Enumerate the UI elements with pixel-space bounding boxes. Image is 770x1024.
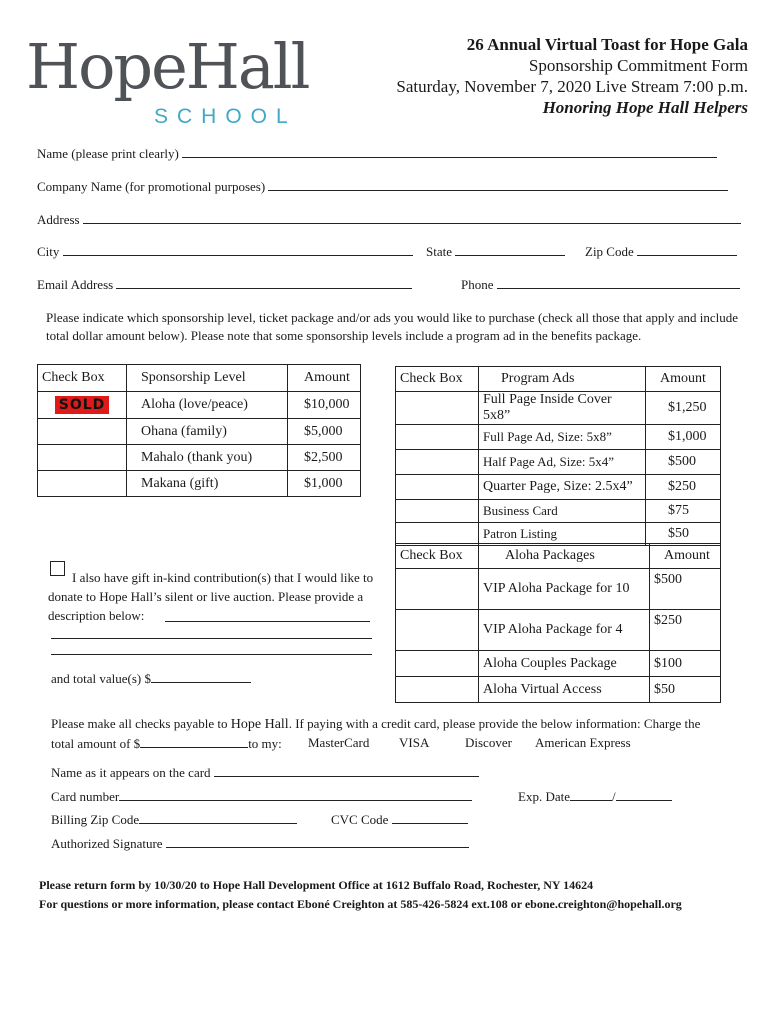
header-aloha-packages: Aloha Packages xyxy=(479,544,650,569)
exp-month-line[interactable] xyxy=(570,788,612,801)
check-cell[interactable] xyxy=(396,677,479,703)
check-cell[interactable] xyxy=(396,610,479,651)
amount-cell: $100 xyxy=(650,651,721,677)
name-label: Name (please print clearly) xyxy=(37,146,179,161)
amount-cell: $500 xyxy=(650,569,721,610)
check-cell[interactable] xyxy=(396,500,479,523)
header-amount: Amount xyxy=(646,367,721,392)
table-row xyxy=(38,392,361,419)
table-row xyxy=(396,651,721,677)
inkind-value-field[interactable] xyxy=(51,670,251,687)
event-date: Saturday, November 7, 2020 Live Stream 7:00 p.m. xyxy=(396,77,748,96)
event-title: 26 Annual Virtual Toast for Hope Gala xyxy=(466,35,748,54)
item-cell: VIP Aloha Package for 4 xyxy=(479,610,650,651)
inkind-text: I also have gift in-kind contribution(s) that I would like to donate to Hope Hall’s silent or live auction. Please provide a description below: xyxy=(48,570,374,623)
amount-cell: $250 xyxy=(646,475,721,500)
item-cell: Aloha Couples Package xyxy=(479,651,650,677)
amount-cell: $5,000 xyxy=(288,419,361,445)
total-line[interactable] xyxy=(140,735,248,748)
phone-field[interactable] xyxy=(461,276,740,293)
address-label: Address xyxy=(37,212,80,227)
card-visa[interactable]: VISA xyxy=(399,735,430,750)
city-line[interactable] xyxy=(63,243,413,256)
inkind-description-line-3[interactable] xyxy=(51,654,372,655)
level-cell: Ohana (family) xyxy=(127,419,288,445)
city-field[interactable] xyxy=(37,243,413,260)
amount-cell: $1,000 xyxy=(646,425,721,450)
signature-field[interactable] xyxy=(51,835,469,852)
check-cell[interactable] xyxy=(396,392,479,425)
cvc-line[interactable] xyxy=(392,811,468,824)
header-amount: Amount xyxy=(650,544,721,569)
billing-zip-label: Billing Zip Code xyxy=(51,812,140,827)
sponsorship-header-row xyxy=(38,365,361,392)
table-row xyxy=(38,471,361,497)
signature-label: Authorized Signature xyxy=(51,836,163,851)
name-field[interactable] xyxy=(37,145,717,162)
cvc-label: CVC Code xyxy=(331,812,389,827)
amount-cell: $10,000 xyxy=(288,392,361,419)
level-cell: Aloha (love/peace) xyxy=(127,392,288,419)
item-cell: Full Page Inside Cover 5x8” xyxy=(479,392,646,425)
amount-cell: $500 xyxy=(646,450,721,475)
item-cell: Half Page Ad, Size: 5x4” xyxy=(479,450,646,475)
table-row xyxy=(396,500,721,523)
header-program-ads: Program Ads xyxy=(479,367,646,392)
email-line[interactable] xyxy=(116,276,412,289)
city-label: City xyxy=(37,244,60,259)
check-cell[interactable] xyxy=(396,569,479,610)
amount-cell: $1,000 xyxy=(288,471,361,497)
item-cell: Aloha Virtual Access xyxy=(479,677,650,703)
form-title: Sponsorship Commitment Form xyxy=(528,56,748,75)
inkind-value-label: and total value(s) $ xyxy=(51,671,151,686)
amount-cell: $50 xyxy=(650,677,721,703)
table-row xyxy=(396,569,721,610)
email-label: Email Address xyxy=(37,277,114,292)
card-discover[interactable]: Discover xyxy=(465,735,512,750)
check-cell xyxy=(38,392,127,419)
check-cell[interactable] xyxy=(396,651,479,677)
amount-cell: $250 xyxy=(650,610,721,651)
table-row xyxy=(396,610,721,651)
name-on-card-field[interactable] xyxy=(51,764,479,781)
table-row xyxy=(396,425,721,450)
name-line[interactable] xyxy=(182,145,717,158)
phone-label: Phone xyxy=(461,277,494,292)
inkind-description-line-2[interactable] xyxy=(51,638,372,639)
logo-subtext: SCHOOL xyxy=(154,105,297,128)
company-label: Company Name (for promotional purposes) xyxy=(37,179,266,194)
item-cell: Quarter Page, Size: 2.5x4” xyxy=(479,475,646,500)
inkind-description-line-1[interactable] xyxy=(165,621,370,622)
check-cell[interactable] xyxy=(396,450,479,475)
logo-text: HopeHall xyxy=(26,30,309,103)
program-ads-table xyxy=(395,366,721,546)
item-cell: Business Card xyxy=(479,500,646,523)
amount-cell: $2,500 xyxy=(288,445,361,471)
phone-line[interactable] xyxy=(497,276,740,289)
cvc-field[interactable] xyxy=(331,811,468,828)
check-cell[interactable] xyxy=(396,475,479,500)
total-label: total amount of $ xyxy=(51,736,141,751)
card-american-express[interactable]: American Express xyxy=(535,735,631,750)
contact-info: For questions or more information, please contact Eboné Creighton at 585-426-5824 ext.108 or ebone.creighton@hopehall.org xyxy=(39,897,682,911)
table-row xyxy=(396,450,721,475)
table-row xyxy=(38,445,361,471)
payment-instructions xyxy=(51,716,751,733)
table-row xyxy=(396,392,721,425)
address-field[interactable] xyxy=(37,211,741,228)
name-on-card-label: Name as it appears on the card xyxy=(51,765,211,780)
item-cell: VIP Aloha Package for 10 xyxy=(479,569,650,610)
payment-payee: Hope Hall xyxy=(230,717,289,732)
header-amount: Amount xyxy=(288,365,361,392)
level-cell: Mahalo (thank you) xyxy=(127,445,288,471)
billing-zip-field[interactable] xyxy=(51,811,297,828)
level-cell: Makana (gift) xyxy=(127,471,288,497)
state-field[interactable] xyxy=(426,243,565,260)
check-cell[interactable] xyxy=(38,445,127,471)
header-check-box: Check Box xyxy=(396,367,479,392)
sold-badge: SOLD xyxy=(55,396,110,414)
aloha-header-row xyxy=(396,544,721,569)
company-line[interactable] xyxy=(268,178,728,191)
payment-total-field[interactable] xyxy=(51,735,282,752)
header-check-box: Check Box xyxy=(396,544,479,569)
card-number-label: Card number xyxy=(51,789,120,804)
sponsorship-table xyxy=(37,364,361,497)
signature-line[interactable] xyxy=(166,835,469,848)
card-number-field[interactable] xyxy=(51,788,472,805)
card-number-line[interactable] xyxy=(119,788,472,801)
item-cell: Patron Listing xyxy=(479,523,646,546)
name-on-card-line[interactable] xyxy=(214,764,479,777)
to-my-label: to my: xyxy=(248,736,282,751)
inkind-value-line[interactable] xyxy=(151,670,251,683)
table-row xyxy=(396,475,721,500)
return-instructions: Please return form by 10/30/20 to Hope Hall Development Office at 1612 Buffalo Road, Rochester, NY 14624 xyxy=(39,878,594,892)
instructions: Please indicate which sponsorship level, ticket package and/or ads you would like to purchase (check all those that apply and include total dollar amount below). Please note that some sponsorship levels include a program ad in the benefits package. xyxy=(46,310,739,343)
amount-cell: $75 xyxy=(646,500,721,523)
zip-label: Zip Code xyxy=(585,244,634,259)
table-row xyxy=(38,419,361,445)
header-sponsorship-level: Sponsorship Level xyxy=(127,365,288,392)
state-line[interactable] xyxy=(455,243,565,256)
check-cell[interactable] xyxy=(38,471,127,497)
exp-date-label: Exp. Date xyxy=(518,789,570,804)
card-mastercard[interactable]: MasterCard xyxy=(308,735,370,750)
check-cell[interactable] xyxy=(396,425,479,450)
zip-line[interactable] xyxy=(637,243,737,256)
amount-cell: $1,250 xyxy=(646,392,721,425)
billing-zip-line[interactable] xyxy=(139,811,297,824)
item-cell: Full Page Ad, Size: 5x8” xyxy=(479,425,646,450)
check-cell[interactable] xyxy=(38,419,127,445)
honoring-line: Honoring Hope Hall Helpers xyxy=(542,98,748,117)
amount-cell: $50 xyxy=(646,523,721,546)
aloha-packages-table xyxy=(395,543,721,703)
email-field[interactable] xyxy=(37,276,412,293)
payment-post: . If paying with a credit card, please provide the below information: Charge the xyxy=(288,716,701,731)
state-label: State xyxy=(426,244,452,259)
exp-date-field[interactable]: Exp. Date / xyxy=(518,788,672,805)
company-field[interactable] xyxy=(37,178,728,195)
table-row xyxy=(396,677,721,703)
zip-field[interactable] xyxy=(585,243,737,260)
payment-pre: Please make all checks payable to xyxy=(51,716,228,731)
address-line[interactable] xyxy=(83,211,741,224)
exp-year-line[interactable] xyxy=(616,788,672,801)
header-check-box: Check Box xyxy=(38,365,127,392)
program-ads-header-row xyxy=(396,367,721,392)
